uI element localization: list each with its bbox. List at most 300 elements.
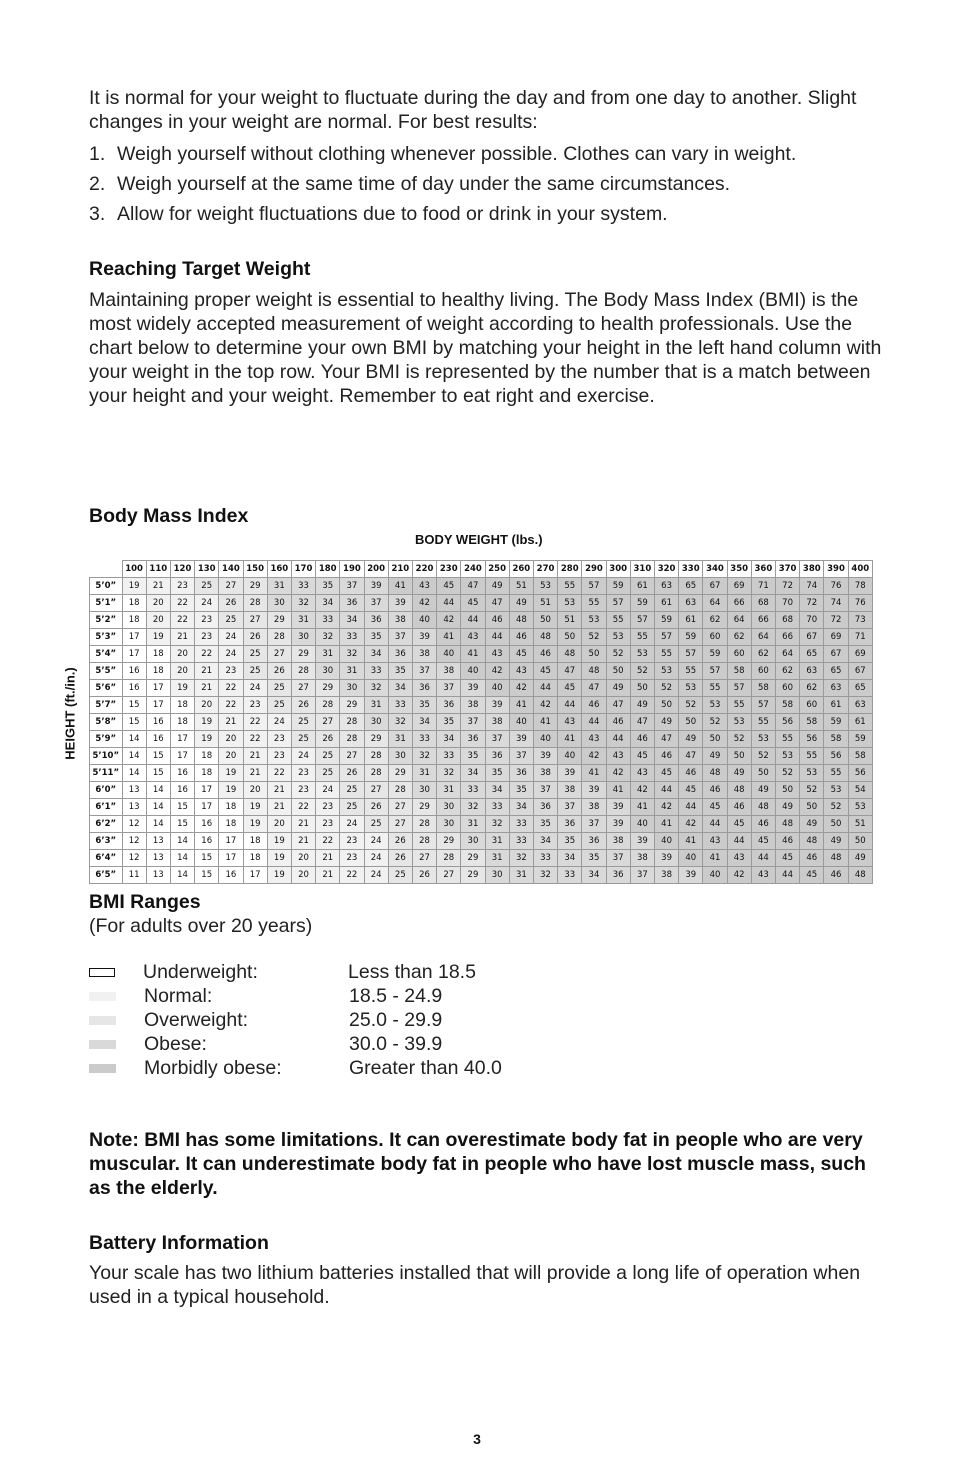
bmi-cell: 19	[243, 816, 267, 833]
bmi-cell: 70	[775, 595, 799, 612]
bmi-cell: 53	[679, 680, 703, 697]
bmi-cell: 40	[485, 680, 509, 697]
bmi-cell: 22	[243, 731, 267, 748]
bmi-cell: 41	[509, 697, 533, 714]
bmi-cell: 17	[243, 867, 267, 884]
height-row-header: 6’5”	[90, 867, 123, 884]
weight-column-header: 300	[606, 561, 630, 578]
bmi-cell: 35	[533, 816, 557, 833]
bmi-cell: 30	[485, 867, 509, 884]
bmi-cell: 53	[775, 748, 799, 765]
bmi-cell: 41	[654, 816, 678, 833]
bmi-cell: 25	[195, 578, 219, 595]
weight-column-header: 380	[800, 561, 824, 578]
bmi-cell: 18	[170, 714, 194, 731]
bmi-cell: 30	[388, 748, 412, 765]
bmi-cell: 45	[800, 867, 824, 884]
height-row-header: 5’6”	[90, 680, 123, 697]
bmi-cell: 14	[122, 765, 146, 782]
bmi-cell: 33	[316, 612, 340, 629]
bmi-cell: 39	[533, 748, 557, 765]
height-row-header: 5’11”	[90, 765, 123, 782]
bmi-cell: 30	[461, 833, 485, 850]
bmi-cell: 21	[243, 748, 267, 765]
bmi-cell: 58	[727, 663, 751, 680]
bmi-cell: 52	[824, 799, 848, 816]
bmi-cell: 25	[219, 612, 243, 629]
bmi-cell: 37	[533, 782, 557, 799]
bmi-cell: 49	[848, 850, 872, 867]
legend-range: Less than 18.5	[348, 961, 476, 983]
bmi-cell: 33	[412, 731, 436, 748]
bmi-cell: 31	[509, 867, 533, 884]
bmi-cell: 50	[654, 697, 678, 714]
bmi-cell: 45	[558, 680, 582, 697]
bmi-cell: 47	[485, 595, 509, 612]
bmi-cell: 25	[340, 799, 364, 816]
bmi-cell: 36	[412, 680, 436, 697]
bmi-cell: 43	[727, 850, 751, 867]
bmi-cell: 23	[316, 799, 340, 816]
bmi-cell: 33	[485, 799, 509, 816]
weight-column-header: 190	[340, 561, 364, 578]
legend-label: Underweight:	[143, 961, 258, 983]
bmi-cell: 14	[146, 816, 170, 833]
bmi-cell: 25	[243, 646, 267, 663]
bmi-cell: 51	[848, 816, 872, 833]
table-row	[90, 850, 873, 867]
bmi-cell: 69	[824, 629, 848, 646]
bmi-cell: 46	[800, 850, 824, 867]
bmi-cell: 24	[219, 629, 243, 646]
bmi-cell: 35	[388, 663, 412, 680]
bmi-cell: 40	[461, 663, 485, 680]
bmi-cell: 13	[122, 782, 146, 799]
bmi-cell: 40	[703, 867, 727, 884]
bmi-cell: 63	[848, 697, 872, 714]
bmi-cell: 18	[122, 595, 146, 612]
bmi-cell: 38	[654, 867, 678, 884]
bmi-cell: 39	[509, 731, 533, 748]
bmi-cell: 15	[122, 714, 146, 731]
bmi-cell: 18	[195, 748, 219, 765]
bmi-cell: 69	[848, 646, 872, 663]
bmi-cell: 18	[122, 612, 146, 629]
bmi-cell: 33	[291, 578, 315, 595]
bmi-ranges-heading: BMI Ranges	[89, 891, 201, 913]
bmi-cell: 18	[146, 663, 170, 680]
bmi-cell: 43	[582, 731, 606, 748]
legend-range: 25.0 - 29.9	[349, 1009, 443, 1031]
bmi-cell: 19	[195, 714, 219, 731]
bmi-cell: 53	[533, 578, 557, 595]
bmi-cell: 42	[582, 748, 606, 765]
bmi-cell: 15	[195, 850, 219, 867]
bmi-cell: 22	[170, 612, 194, 629]
bmi-cell: 45	[775, 850, 799, 867]
weight-column-header: 360	[751, 561, 775, 578]
bmi-cell: 37	[582, 816, 606, 833]
bmi-cell: 17	[170, 731, 194, 748]
bmi-cell: 37	[340, 578, 364, 595]
bmi-cell: 52	[582, 629, 606, 646]
bmi-cell: 26	[219, 595, 243, 612]
bmi-cell: 32	[509, 850, 533, 867]
height-row-header: 6’1”	[90, 799, 123, 816]
bmi-cell: 48	[509, 612, 533, 629]
legend-row	[89, 1008, 502, 1032]
bmi-cell: 50	[533, 612, 557, 629]
bmi-cell: 18	[243, 833, 267, 850]
legend-swatch-underweight	[89, 968, 115, 977]
bmi-cell: 52	[800, 782, 824, 799]
bmi-cell: 20	[219, 731, 243, 748]
legend-row	[89, 1056, 502, 1080]
table-row	[90, 867, 873, 884]
bmi-cell: 22	[267, 765, 291, 782]
bmi-cell: 24	[243, 680, 267, 697]
bmi-cell: 18	[219, 816, 243, 833]
legend-row	[89, 1032, 502, 1056]
bmi-cell: 35	[461, 748, 485, 765]
bmi-cell: 65	[824, 663, 848, 680]
weight-column-header: 200	[364, 561, 388, 578]
bmi-cell: 22	[340, 867, 364, 884]
bmi-cell: 72	[824, 612, 848, 629]
bmi-cell: 26	[364, 799, 388, 816]
bmi-cell: 30	[412, 782, 436, 799]
bmi-cell: 35	[437, 714, 461, 731]
bmi-cell: 46	[582, 697, 606, 714]
bmi-cell: 45	[654, 765, 678, 782]
table-row	[90, 731, 873, 748]
bmi-cell: 43	[509, 663, 533, 680]
bmi-cell: 17	[195, 799, 219, 816]
bmi-cell: 53	[751, 731, 775, 748]
bmi-cell: 25	[291, 731, 315, 748]
bmi-cell: 33	[558, 867, 582, 884]
bmi-cell: 52	[775, 765, 799, 782]
bmi-cell: 35	[364, 629, 388, 646]
bmi-cell: 23	[195, 612, 219, 629]
bmi-table	[89, 560, 873, 884]
bmi-table-body	[90, 578, 873, 884]
bmi-cell: 62	[703, 612, 727, 629]
height-row-header: 5’1”	[90, 595, 123, 612]
legend-label: Morbidly obese:	[144, 1057, 282, 1079]
bmi-cell: 25	[316, 748, 340, 765]
bmi-cell: 60	[775, 680, 799, 697]
bmi-cell: 48	[558, 646, 582, 663]
height-row-header: 5’3”	[90, 629, 123, 646]
bmi-cell: 40	[630, 816, 654, 833]
bmi-cell: 20	[146, 595, 170, 612]
bmi-cell: 19	[267, 850, 291, 867]
bmi-cell: 31	[485, 850, 509, 867]
bmi-cell: 21	[267, 782, 291, 799]
bmi-cell: 21	[316, 850, 340, 867]
bmi-cell: 41	[606, 782, 630, 799]
bmi-cell: 34	[388, 680, 412, 697]
bmi-cell: 31	[412, 765, 436, 782]
bmi-cell: 22	[170, 595, 194, 612]
bmi-cell: 45	[437, 578, 461, 595]
bmi-cell: 14	[122, 731, 146, 748]
bmi-cell: 33	[509, 816, 533, 833]
bmi-cell: 19	[219, 765, 243, 782]
bmi-cell: 39	[388, 595, 412, 612]
bmi-cell: 44	[485, 629, 509, 646]
bmi-cell: 31	[364, 697, 388, 714]
bmi-cell: 61	[630, 578, 654, 595]
bmi-cell: 44	[582, 714, 606, 731]
bmi-cell: 56	[800, 731, 824, 748]
bmi-cell: 26	[267, 663, 291, 680]
list-item	[89, 169, 796, 199]
bmi-cell: 62	[800, 680, 824, 697]
weight-column-header: 280	[558, 561, 582, 578]
bmi-cell: 28	[412, 816, 436, 833]
height-row-header: 6’2”	[90, 816, 123, 833]
bmi-cell: 29	[340, 697, 364, 714]
bmi-cell: 54	[848, 782, 872, 799]
bmi-cell: 50	[582, 646, 606, 663]
bmi-cell: 55	[824, 765, 848, 782]
bmi-cell: 26	[388, 833, 412, 850]
bmi-cell: 42	[654, 799, 678, 816]
bmi-cell: 44	[654, 782, 678, 799]
table-row	[90, 714, 873, 731]
bmi-cell: 39	[558, 765, 582, 782]
bmi-cell: 48	[582, 663, 606, 680]
weight-column-header: 220	[412, 561, 436, 578]
bmi-cell: 38	[388, 612, 412, 629]
bmi-cell: 28	[364, 765, 388, 782]
bmi-cell: 46	[775, 833, 799, 850]
bmi-cell: 47	[654, 731, 678, 748]
list-number: 2.	[89, 173, 106, 195]
weight-column-header: 180	[316, 561, 340, 578]
bmi-cell: 37	[509, 748, 533, 765]
bmi-cell: 60	[727, 646, 751, 663]
bmi-cell: 20	[243, 782, 267, 799]
bmi-cell: 57	[679, 646, 703, 663]
bmi-cell: 39	[412, 629, 436, 646]
bmi-heading: Body Mass Index	[89, 505, 249, 527]
bmi-cell: 33	[509, 833, 533, 850]
bmi-cell: 18	[170, 697, 194, 714]
bmi-cell: 31	[461, 816, 485, 833]
bmi-cell: 25	[243, 663, 267, 680]
bmi-cell: 47	[558, 663, 582, 680]
bmi-cell: 37	[388, 629, 412, 646]
bmi-cell: 39	[461, 680, 485, 697]
bmi-cell: 49	[630, 697, 654, 714]
bmi-cell: 60	[751, 663, 775, 680]
bmi-cell: 35	[509, 782, 533, 799]
bmi-cell: 27	[340, 748, 364, 765]
bmi-cell: 44	[751, 850, 775, 867]
bmi-cell: 18	[219, 799, 243, 816]
bmi-cell: 22	[243, 714, 267, 731]
table-corner	[90, 561, 123, 578]
bmi-cell: 41	[630, 799, 654, 816]
bmi-cell: 47	[606, 697, 630, 714]
bmi-cell: 43	[558, 714, 582, 731]
bmi-cell: 15	[146, 748, 170, 765]
bmi-cell: 48	[775, 816, 799, 833]
bmi-cell: 39	[654, 850, 678, 867]
legend-swatch-morbidly-obese	[89, 1064, 116, 1073]
bmi-cell: 41	[388, 578, 412, 595]
bmi-cell: 17	[195, 782, 219, 799]
bmi-cell: 25	[388, 867, 412, 884]
bmi-cell: 38	[582, 799, 606, 816]
bmi-cell: 41	[679, 833, 703, 850]
bmi-cell: 20	[170, 663, 194, 680]
bmi-cell: 59	[679, 629, 703, 646]
weight-column-header: 270	[533, 561, 557, 578]
bmi-cell: 53	[848, 799, 872, 816]
bmi-cell: 44	[703, 816, 727, 833]
bmi-cell: 61	[654, 595, 678, 612]
table-row	[90, 612, 873, 629]
bmi-cell: 64	[727, 612, 751, 629]
bmi-cell: 69	[727, 578, 751, 595]
bmi-cell: 57	[654, 629, 678, 646]
bmi-cell: 41	[437, 629, 461, 646]
bmi-cell: 33	[364, 663, 388, 680]
bmi-cell: 36	[606, 867, 630, 884]
bmi-cell: 67	[848, 663, 872, 680]
bmi-cell: 52	[703, 714, 727, 731]
bmi-cell: 49	[509, 595, 533, 612]
bmi-cell: 35	[316, 578, 340, 595]
bmi-cell: 44	[727, 833, 751, 850]
bmi-cell: 12	[122, 833, 146, 850]
bmi-cell: 17	[219, 833, 243, 850]
bmi-cell: 59	[703, 646, 727, 663]
bmi-cell: 28	[340, 731, 364, 748]
bmi-cell: 46	[533, 646, 557, 663]
legend-row	[89, 984, 502, 1008]
bmi-cell: 30	[437, 799, 461, 816]
bmi-cell: 17	[146, 697, 170, 714]
bmi-ranges-subtitle: (For adults over 20 years)	[89, 915, 313, 937]
bmi-cell: 15	[170, 816, 194, 833]
bmi-cell: 14	[146, 782, 170, 799]
bmi-cell: 32	[388, 714, 412, 731]
bmi-cell: 63	[679, 595, 703, 612]
bmi-cell: 39	[679, 867, 703, 884]
bmi-cell: 56	[775, 714, 799, 731]
bmi-cell: 42	[606, 765, 630, 782]
bmi-cell: 44	[533, 680, 557, 697]
bmi-cell: 23	[219, 663, 243, 680]
bmi-cell: 35	[412, 697, 436, 714]
bmi-cell: 32	[412, 748, 436, 765]
bmi-cell: 71	[848, 629, 872, 646]
bmi-cell: 36	[582, 833, 606, 850]
legend-swatch-normal	[89, 992, 116, 1001]
bmi-cell: 30	[437, 816, 461, 833]
bmi-cell: 67	[824, 646, 848, 663]
bmi-cell: 37	[437, 680, 461, 697]
bmi-cell: 40	[437, 646, 461, 663]
table-row	[90, 595, 873, 612]
bmi-cell: 14	[170, 850, 194, 867]
bmi-cell: 34	[533, 833, 557, 850]
bmi-cell: 51	[509, 578, 533, 595]
table-row	[90, 799, 873, 816]
table-row	[90, 663, 873, 680]
bmi-cell: 52	[630, 663, 654, 680]
bmi-cell: 38	[461, 697, 485, 714]
bmi-cell: 28	[364, 748, 388, 765]
bmi-cell: 26	[316, 731, 340, 748]
bmi-cell: 34	[437, 731, 461, 748]
bmi-cell: 65	[679, 578, 703, 595]
bmi-cell: 46	[727, 799, 751, 816]
bmi-cell: 59	[824, 714, 848, 731]
bmi-cell: 36	[388, 646, 412, 663]
bmi-cell: 14	[122, 748, 146, 765]
bmi-cell: 13	[146, 850, 170, 867]
bmi-legend	[89, 960, 502, 1080]
bmi-cell: 53	[558, 595, 582, 612]
table-row	[90, 680, 873, 697]
bmi-cell: 24	[364, 867, 388, 884]
bmi-cell: 66	[727, 595, 751, 612]
bmi-cell: 28	[243, 595, 267, 612]
bmi-cell: 48	[751, 799, 775, 816]
bmi-cell: 32	[340, 646, 364, 663]
bmi-cell: 13	[122, 799, 146, 816]
bmi-cell: 74	[824, 595, 848, 612]
bmi-cell: 23	[316, 816, 340, 833]
bmi-cell: 59	[654, 612, 678, 629]
bmi-cell: 20	[195, 697, 219, 714]
bmi-cell: 61	[848, 714, 872, 731]
height-row-header: 5’4”	[90, 646, 123, 663]
bmi-cell: 57	[703, 663, 727, 680]
bmi-cell: 50	[558, 629, 582, 646]
bmi-cell: 42	[485, 663, 509, 680]
bmi-cell: 24	[267, 714, 291, 731]
weight-column-header: 260	[509, 561, 533, 578]
bmi-cell: 16	[146, 714, 170, 731]
bmi-cell: 29	[461, 867, 485, 884]
bmi-cell: 48	[703, 765, 727, 782]
weight-column-header: 140	[219, 561, 243, 578]
bmi-cell: 24	[219, 646, 243, 663]
bmi-cell: 27	[412, 850, 436, 867]
bmi-cell: 19	[243, 799, 267, 816]
battery-heading: Battery Information	[89, 1232, 269, 1254]
bmi-cell: 19	[219, 782, 243, 799]
bmi-cell: 31	[340, 663, 364, 680]
bmi-cell: 62	[727, 629, 751, 646]
bmi-cell: 65	[848, 680, 872, 697]
bmi-cell: 30	[340, 680, 364, 697]
bmi-cell: 37	[461, 714, 485, 731]
table-row	[90, 765, 873, 782]
bmi-cell: 25	[364, 816, 388, 833]
bmi-cell: 17	[122, 629, 146, 646]
table-row	[90, 816, 873, 833]
bmi-cell: 26	[388, 850, 412, 867]
bmi-cell: 41	[703, 850, 727, 867]
